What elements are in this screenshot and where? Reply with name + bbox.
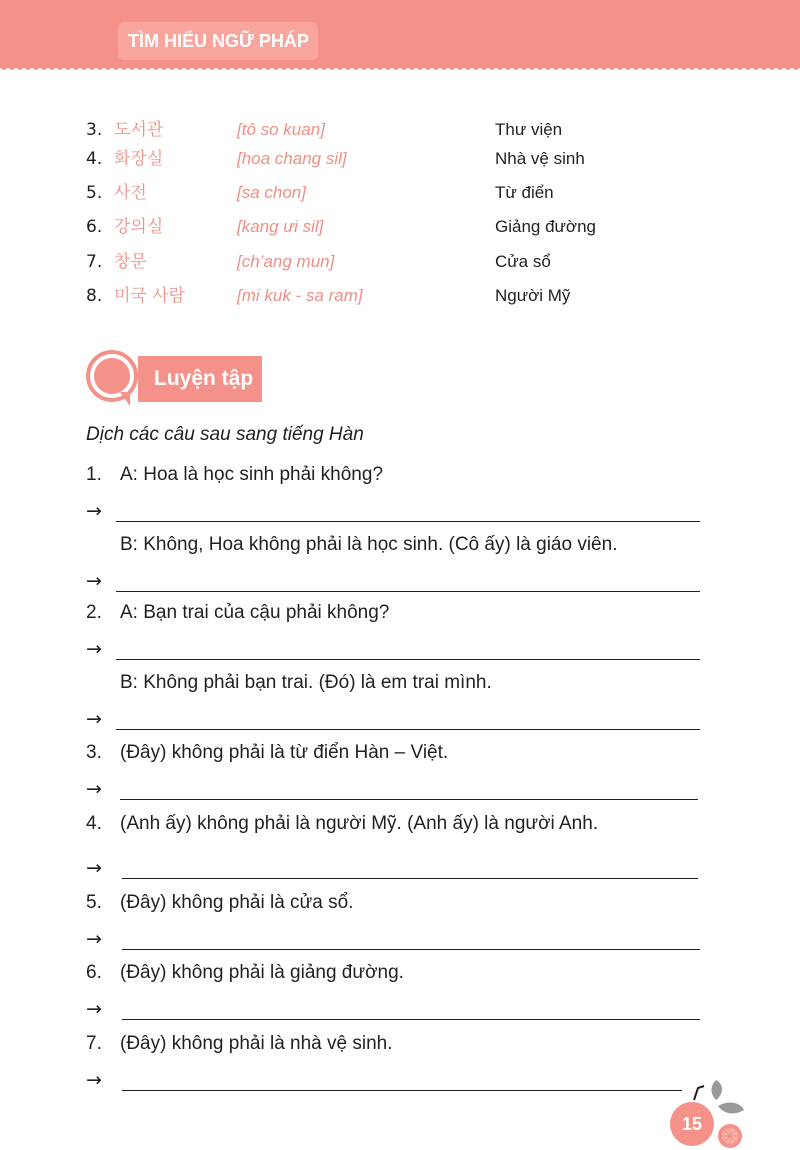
vocab-korean: 화장실 xyxy=(114,149,164,169)
exercise-sentence: B: Không, Hoa không phải là học sinh. (Cô ấy) là giáo viên. xyxy=(120,534,618,555)
answer-blank-line[interactable] xyxy=(122,1090,682,1091)
exercise-sentence: A: Bạn trai của cậu phải không? xyxy=(120,602,390,623)
vocab-meaning: Nhà vệ sinh xyxy=(495,149,585,168)
answer-blank-line[interactable] xyxy=(116,659,700,660)
vocab-romanization: [mi kuk - sa ram] xyxy=(237,286,363,305)
vocab-number: 5. xyxy=(86,183,103,203)
exercise-number: 4. xyxy=(86,813,102,834)
arrow-icon: → xyxy=(86,998,102,1020)
banner-scalloped-edge xyxy=(0,62,800,74)
section-title: TÌM HIỂU NGỮ PHÁP xyxy=(118,22,318,60)
vocab-korean: 도서관 xyxy=(114,120,164,140)
vocab-romanization: [hoa chang sil] xyxy=(237,149,347,168)
vocab-romanization: [sa chon] xyxy=(237,183,306,202)
exercise-sentence: (Đây) không phải là giảng đường. xyxy=(120,962,404,983)
exercise-instruction: Dịch các câu sau sang tiếng Hàn xyxy=(86,424,364,445)
arrow-icon: → xyxy=(86,500,102,522)
vocab-romanization: [tô so kuan] xyxy=(237,120,325,139)
vocab-korean: 강의실 xyxy=(114,217,164,237)
answer-blank-line[interactable] xyxy=(116,729,700,730)
arrow-icon: → xyxy=(86,638,102,660)
vocab-meaning: Người Mỹ xyxy=(495,286,571,305)
vocab-meaning: Cửa sổ xyxy=(495,252,551,271)
vocab-number: 8. xyxy=(86,286,103,306)
exercise-number: 5. xyxy=(86,892,102,913)
arrow-icon: → xyxy=(86,570,102,592)
vocab-korean: 사전 xyxy=(114,183,147,203)
answer-blank-line[interactable] xyxy=(116,591,700,592)
vocab-number: 4. xyxy=(86,149,103,169)
arrow-icon: → xyxy=(86,928,102,950)
exercise-number: 7. xyxy=(86,1033,102,1054)
vocab-romanization: [kang ưi sil] xyxy=(237,217,324,236)
exercise-sentence: B: Không phải bạn trai. (Đó) là em trai mình. xyxy=(120,672,492,693)
speech-bubble-inner xyxy=(94,358,130,394)
vocab-meaning: Từ điển xyxy=(495,183,554,202)
vocab-number: 3. xyxy=(86,120,103,140)
answer-blank-line[interactable] xyxy=(122,878,698,879)
vocab-number: 6. xyxy=(86,217,103,237)
page-number: 15 xyxy=(670,1102,714,1146)
vocab-romanization: [ch’ang mun] xyxy=(237,252,335,271)
exercise-sentence: (Đây) không phải là từ điển Hàn – Việt. xyxy=(120,742,449,763)
exercise-number: 6. xyxy=(86,962,102,983)
answer-blank-line[interactable] xyxy=(116,521,700,522)
exercise-sentence: (Anh ấy) không phải là người Mỹ. (Anh ấy) là người Anh. xyxy=(120,813,599,834)
vocab-korean: 창문 xyxy=(114,252,147,272)
exercise-number: 3. xyxy=(86,742,102,763)
exercise-sentence: (Đây) không phải là nhà vệ sinh. xyxy=(120,1033,393,1054)
practice-heading: Luyện tập xyxy=(138,356,262,402)
vocab-number: 7. xyxy=(86,252,103,272)
answer-blank-line[interactable] xyxy=(120,799,698,800)
arrow-icon: → xyxy=(86,708,102,730)
vocab-meaning: Thư viện xyxy=(495,120,563,139)
exercise-number: 2. xyxy=(86,602,102,623)
exercise-sentence: A: Hoa là học sinh phải không? xyxy=(120,464,384,485)
vocab-meaning: Giảng đường xyxy=(495,217,596,236)
answer-blank-line[interactable] xyxy=(122,1019,700,1020)
arrow-icon: → xyxy=(86,857,102,879)
speech-bubble-tail xyxy=(120,392,130,406)
exercise-number: 1. xyxy=(86,464,102,485)
answer-blank-line[interactable] xyxy=(122,949,700,950)
arrow-icon: → xyxy=(86,778,102,800)
arrow-icon: → xyxy=(86,1069,102,1091)
vocab-korean: 미국 사람 xyxy=(114,286,186,306)
exercise-sentence: (Đây) không phải là cửa sổ. xyxy=(120,892,354,913)
